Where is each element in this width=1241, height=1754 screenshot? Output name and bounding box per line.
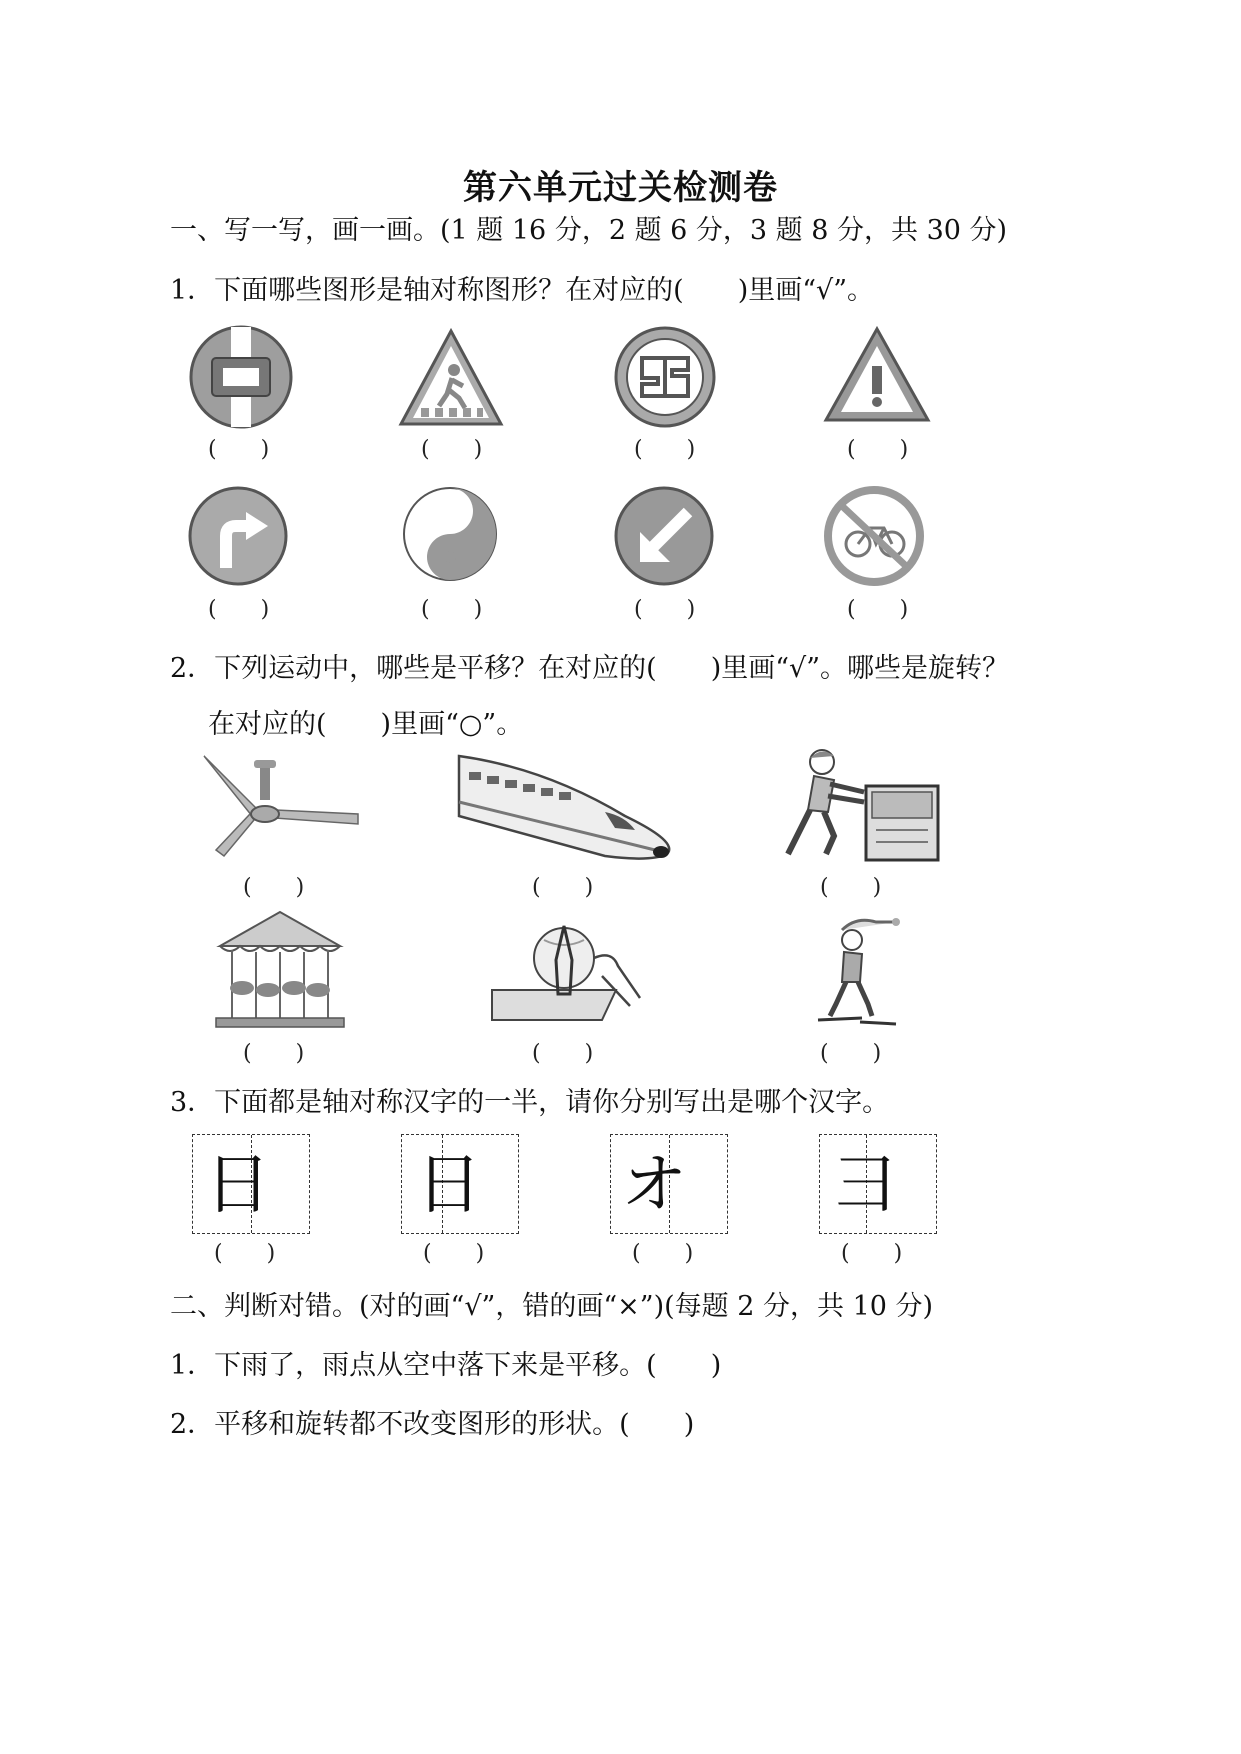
q2-text-line1: 2．下列运动中，哪些是平移？在对应的( )里画“√”。哪些是旋转？: [170, 653, 1010, 684]
q1-answer-paren[interactable]: ( ): [847, 437, 909, 462]
carousel-icon: [212, 908, 348, 1030]
q2-answer-paren[interactable]: ( ): [243, 875, 305, 900]
icbc-logo-icon: [612, 324, 718, 430]
q3-answer-paren[interactable]: ( ): [423, 1241, 485, 1266]
half-character: 彐: [832, 1146, 898, 1223]
boy-pushing-box-icon: [778, 746, 942, 864]
bullet-train-icon: [455, 746, 681, 864]
half-character: 日: [205, 1146, 271, 1223]
half-character-box: [610, 1134, 728, 1234]
q2-answer-paren[interactable]: ( ): [820, 875, 882, 900]
section1-heading: 一、写一写，画一画。(1 题 16 分，2 题 6 分，3 题 8 分，共 30 分): [170, 215, 1008, 246]
skier-icon: [812, 912, 902, 1028]
turn-right-sign-icon: [186, 484, 290, 588]
q1-answer-paren[interactable]: ( ): [847, 597, 909, 622]
keep-left-arrow-sign-icon: [612, 484, 716, 588]
half-character-box: [401, 1134, 519, 1234]
q3-text: 3．下面都是轴对称汉字的一半，请你分别写出是哪个汉字。: [170, 1087, 890, 1118]
pedestrian-crossing-sign-icon: [397, 328, 505, 428]
q1-answer-paren[interactable]: ( ): [208, 597, 270, 622]
yin-yang-icon: [400, 484, 500, 584]
q3-answer-paren[interactable]: ( ): [632, 1241, 694, 1266]
q1-text: 1．下面哪些图形是轴对称图形？在对应的( )里画“√”。: [170, 275, 875, 306]
q2-answer-paren[interactable]: ( ): [532, 1041, 594, 1066]
section2-heading: 二、判断对错。(对的画“√”，错的画“×”)(每题 2 分，共 10 分): [170, 1291, 934, 1322]
judge-question-2[interactable]: 2．平移和旋转都不改变图形的形状。( ): [170, 1409, 695, 1440]
no-bicycle-sign-icon: [822, 484, 926, 588]
globe-icon: [490, 920, 646, 1024]
page-title: 第六单元过关检测卷: [463, 168, 778, 208]
q3-answer-paren[interactable]: ( ): [841, 1241, 903, 1266]
q2-text-line2: 在对应的( )里画“○”。: [208, 709, 524, 740]
judge-question-1[interactable]: 1．下雨了，雨点从空中落下来是平移。( ): [170, 1350, 722, 1381]
bank-coin-logo-icon: [186, 322, 296, 432]
q3-answer-paren[interactable]: ( ): [214, 1241, 276, 1266]
half-character-box: [819, 1134, 937, 1234]
q1-answer-paren[interactable]: ( ): [634, 597, 696, 622]
half-character: 日: [416, 1146, 482, 1223]
q1-answer-paren[interactable]: ( ): [421, 437, 483, 462]
q2-answer-paren[interactable]: ( ): [243, 1041, 305, 1066]
half-character-box: [192, 1134, 310, 1234]
q2-answer-paren[interactable]: ( ): [820, 1041, 882, 1066]
half-character: オ: [621, 1146, 687, 1223]
warning-sign-icon: [822, 326, 932, 424]
q2-answer-paren[interactable]: ( ): [532, 875, 594, 900]
q1-answer-paren[interactable]: ( ): [634, 437, 696, 462]
q1-answer-paren[interactable]: ( ): [421, 597, 483, 622]
ceiling-fan-icon: [196, 752, 364, 862]
q1-answer-paren[interactable]: ( ): [208, 437, 270, 462]
